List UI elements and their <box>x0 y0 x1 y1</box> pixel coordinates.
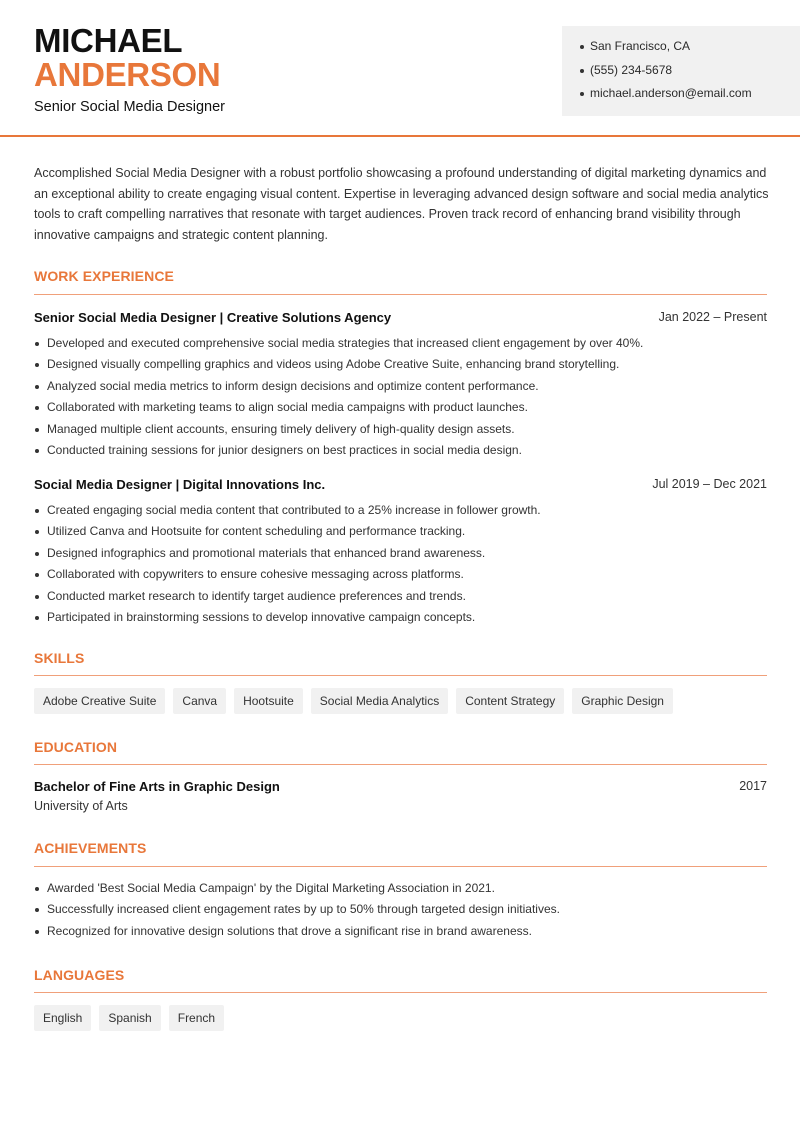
skill-tag: Adobe Creative Suite <box>34 688 165 714</box>
language-tag: English <box>34 1005 91 1031</box>
contact-location: San Francisco, CA <box>580 38 800 62</box>
list-item: Utilized Canva and Hootsuite for content scheduling and performance tracking. <box>34 523 767 544</box>
language-tag: French <box>169 1005 224 1031</box>
section-divider <box>34 866 767 867</box>
education-school: University of Arts <box>34 799 128 813</box>
job-bullets <box>34 502 767 630</box>
list-item: Developed and executed comprehensive social media strategies that increased client engagement by over 40%. <box>34 335 767 356</box>
skill-tag: Social Media Analytics <box>311 688 448 714</box>
job-title: Senior Social Media Designer <box>34 99 226 115</box>
section-divider <box>34 294 767 295</box>
skills-tags <box>34 688 673 714</box>
language-tags <box>34 1005 224 1031</box>
job-header <box>34 310 767 325</box>
list-item: Awarded 'Best Social Media Campaign' by the Digital Marketing Association in 2021. <box>34 880 767 901</box>
section-divider <box>34 992 767 993</box>
section-title-languages: LANGUAGES <box>34 967 125 983</box>
professional-summary: Accomplished Social Media Designer with a robust portfolio showcasing a profound understanding of digital marketing dynamics and an exceptional ability to create engaging visual content. Expertise in leveraging advanced design software and social media analytics tools to craft compelling narratives that resonate with target audiences. Proven track record of enhancing brand visibility through innovative campaigns and strategic content planning. <box>34 166 769 243</box>
education-year: 2017 <box>739 779 767 793</box>
section-title-skills: SKILLS <box>34 650 85 666</box>
list-item: Collaborated with copywriters to ensure cohesive messaging across platforms. <box>34 566 767 587</box>
contact-email[interactable]: michael.anderson@email.com <box>580 85 800 109</box>
skill-tag: Content Strategy <box>456 688 564 714</box>
skill-tag: Graphic Design <box>572 688 673 714</box>
job-bullets <box>34 335 767 463</box>
list-item: Recognized for innovative design solutions that drove a significant rise in brand awareness. <box>34 923 767 944</box>
list-item: Successfully increased client engagement rates by up to 50% through targeted design initiatives. <box>34 901 767 922</box>
job-role: Social Media Designer | Digital Innovations Inc. <box>34 477 326 492</box>
achievement-bullets <box>34 880 767 944</box>
list-item: Managed multiple client accounts, ensuring timely delivery of high-quality design assets. <box>34 421 767 442</box>
list-item: Conducted training sessions for junior designers on best practices in social media design. <box>34 442 767 463</box>
skill-tag: Canva <box>173 688 226 714</box>
language-tag: Spanish <box>99 1005 160 1031</box>
section-divider <box>34 675 767 676</box>
job-dates: Jul 2019 – Dec 2021 <box>652 477 767 491</box>
section-title-work: WORK EXPERIENCE <box>34 268 174 284</box>
list-item: Analyzed social media metrics to inform design decisions and optimize content performance. <box>34 378 767 399</box>
contact-phone: (555) 234-5678 <box>580 62 800 86</box>
list-item: Conducted market research to identify target audience preferences and trends. <box>34 588 767 609</box>
skill-tag: Hootsuite <box>234 688 303 714</box>
job-role: Senior Social Media Designer | Creative Solutions Agency <box>34 310 392 325</box>
section-title-education: EDUCATION <box>34 739 118 755</box>
list-item: Created engaging social media content that contributed to a 25% increase in follower growth. <box>34 502 767 523</box>
job-header <box>34 477 767 492</box>
job-dates: Jan 2022 – Present <box>658 310 767 324</box>
resume-header <box>0 0 800 137</box>
section-title-achievements: ACHIEVEMENTS <box>34 840 147 856</box>
list-item: Collaborated with marketing teams to align social media campaigns with product launches. <box>34 399 767 420</box>
last-name: ANDERSON <box>34 56 221 93</box>
list-item: Designed visually compelling graphics and videos using Adobe Creative Suite, enhancing brand storytelling. <box>34 356 767 377</box>
list-item: Participated in brainstorming sessions to develop innovative campaign concepts. <box>34 609 767 630</box>
section-divider <box>34 764 767 765</box>
list-item: Designed infographics and promotional materials that enhanced brand awareness. <box>34 545 767 566</box>
education-degree: Bachelor of Fine Arts in Graphic Design <box>34 779 280 794</box>
contact-box <box>562 26 800 116</box>
first-name: MICHAEL <box>34 22 183 59</box>
